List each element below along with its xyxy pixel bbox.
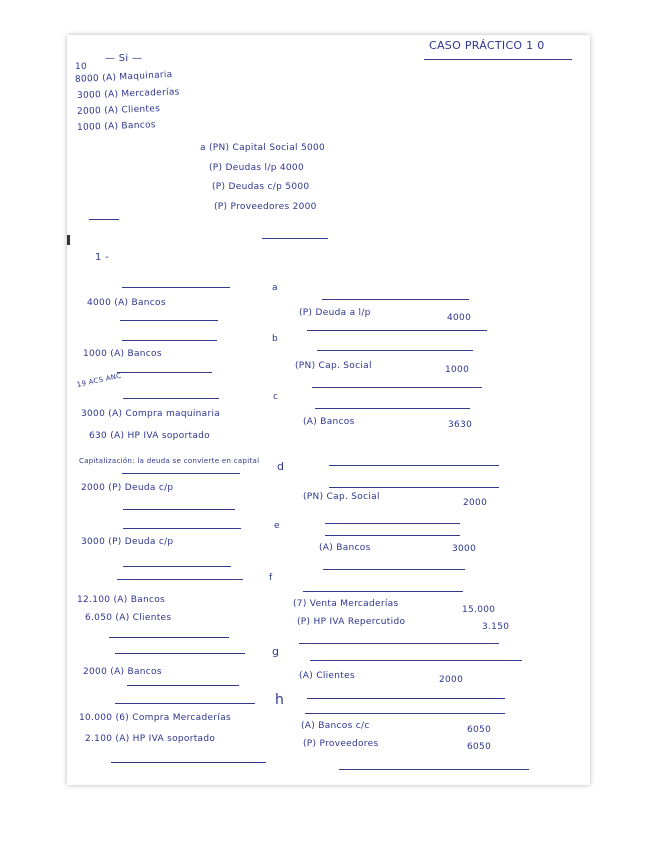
opening-debit-3: 2000 (A) Clientes — [76, 104, 161, 117]
entry-g-credit-amount: 2000 — [439, 675, 464, 685]
entry-a-rule-close-left — [120, 320, 218, 321]
entry-a-rule-close-right — [307, 330, 487, 331]
entry-c-letter: c — [273, 392, 279, 402]
entry-d-credit-amount: 2000 — [463, 498, 488, 508]
entry-h-credit-2-amount: 6050 — [467, 742, 492, 752]
entry-f-credit-2-account: (P) HP IVA Repercutido — [297, 617, 406, 627]
entry-h-letter: h — [275, 692, 285, 708]
entry-b-rule-left — [122, 340, 217, 341]
entry-a-rule-left — [122, 287, 230, 288]
entry-f-letter: f — [269, 573, 273, 583]
entry-c-rule-right — [315, 408, 470, 409]
entry-a-credit-amount: 4000 — [447, 313, 472, 323]
opening-credit-4: (P) Proveedores 2000 — [214, 202, 317, 212]
entry-e-credit-amount: 3000 — [452, 544, 477, 554]
entry-f-debit-2: 6.050 (A) Clientes — [85, 613, 172, 623]
entry-f-rule-right — [323, 569, 465, 570]
entry-f-rule-close-left — [109, 637, 229, 638]
entry-f-credit-2-amount: 3.150 — [482, 622, 510, 632]
opening-debit-4: 1000 (A) Bancos — [76, 120, 156, 133]
entry-g-rule-close-left — [127, 685, 239, 686]
entry-c-credit-amount: 3630 — [448, 420, 473, 430]
entry-h-rule-right — [307, 698, 505, 699]
handwritten-sheet — [67, 35, 590, 785]
entry-f-debit-1: 12.100 (A) Bancos — [77, 595, 166, 605]
entry-b-rule-close-right — [312, 387, 482, 388]
entry-d-rule-close-left — [123, 509, 235, 510]
entry-g-rule-right — [310, 660, 522, 661]
entry-d-note: Capitalización: la deuda se convierte en capital — [79, 457, 260, 465]
entry-c-rule-left — [123, 398, 219, 399]
entry-b-letter: b — [272, 334, 279, 344]
entry-h-rule-left — [115, 703, 255, 704]
entry-e-letter: e — [274, 521, 280, 531]
entry-f-credit-1-account: (7) Venta Mercaderías — [293, 599, 399, 609]
entry-h-credit-1-amount: 6050 — [467, 725, 492, 735]
opening-credit-3: (P) Deudas c/p 5000 — [212, 182, 310, 192]
page-number: 10 — [75, 62, 88, 72]
opening-rule-right — [262, 238, 328, 239]
si-label: — Si — — [105, 53, 143, 64]
entry-d-rule-close-right — [329, 487, 499, 488]
entry-h-credit-2-account: (P) Proveedores — [303, 739, 379, 749]
entry-a-letter: a — [272, 283, 278, 293]
opening-debit-1: 8000 (A) Maquinaria — [74, 69, 173, 85]
entry-c-credit-account: (A) Bancos — [303, 417, 355, 427]
edge-mark — [67, 235, 70, 245]
entry-b-credit-amount: 1000 — [445, 365, 470, 375]
entry-f-credit-1-amount: 15.000 — [462, 605, 496, 615]
entry-c-note: 19 ACS ANC — [76, 371, 123, 389]
entry-c-debit-2: 630 (A) HP IVA soportado — [89, 431, 210, 441]
entry-f-rule-right-2 — [303, 591, 463, 592]
entry-e-rule-right — [325, 523, 460, 524]
entry-e-debit-1: 3000 (P) Deuda c/p — [81, 537, 174, 547]
entry-a-credit-account: (P) Deuda a l/p — [299, 308, 371, 318]
entry-d-letter: d — [277, 460, 285, 473]
entry-b-credit-account: (PN) Cap. Social — [295, 361, 372, 371]
entry-d-credit-account: (PN) Cap. Social — [303, 492, 380, 502]
opening-credit-1: a (PN) Capital Social 5000 — [200, 143, 326, 153]
entry-f-rule-close-right — [299, 643, 499, 644]
opening-rule-left — [89, 219, 119, 220]
entry-h-debit-1: 10.000 (6) Compra Mercaderías — [79, 713, 231, 723]
section-number: 1 - — [95, 252, 110, 263]
entry-b-rule-right — [317, 350, 473, 351]
title-underline — [424, 59, 572, 60]
entry-e-rule-close-left — [123, 566, 231, 567]
entry-e-rule-mid — [325, 535, 460, 536]
entry-b-debit-1: 1000 (A) Bancos — [83, 349, 162, 359]
entry-g-rule-left — [115, 653, 245, 654]
entry-a-debit-1: 4000 (A) Bancos — [87, 298, 166, 308]
entry-g-debit-1: 2000 (A) Bancos — [83, 667, 162, 677]
entry-h-rule-right-2 — [305, 713, 505, 714]
entry-a-rule-right — [322, 299, 469, 300]
entry-e-credit-account: (A) Bancos — [319, 543, 371, 553]
entry-d-rule-right — [329, 465, 499, 466]
entry-h-credit-1-account: (A) Bancos c/c — [301, 721, 370, 731]
entry-h-debit-2: 2.100 (A) HP IVA soportado — [85, 734, 216, 744]
entry-e-rule-left — [123, 528, 241, 529]
entry-h-rule-close-left — [111, 762, 266, 763]
entry-f-rule-left — [117, 579, 243, 580]
opening-credit-2: (P) Deudas l/p 4000 — [209, 163, 304, 173]
entry-b-rule-close-left — [117, 372, 212, 373]
entry-h-rule-close-right — [339, 769, 529, 770]
entry-d-rule-left — [122, 473, 240, 474]
entry-d-debit-1: 2000 (P) Deuda c/p — [81, 483, 174, 493]
opening-debit-2: 3000 (A) Mercaderías — [76, 87, 180, 101]
entry-c-debit-1: 3000 (A) Compra maquinaria — [81, 409, 221, 419]
entry-g-letter: g — [272, 645, 280, 658]
page-title: CASO PRÁCTICO 1 0 — [429, 39, 545, 52]
entry-g-credit-account: (A) Clientes — [299, 671, 355, 681]
